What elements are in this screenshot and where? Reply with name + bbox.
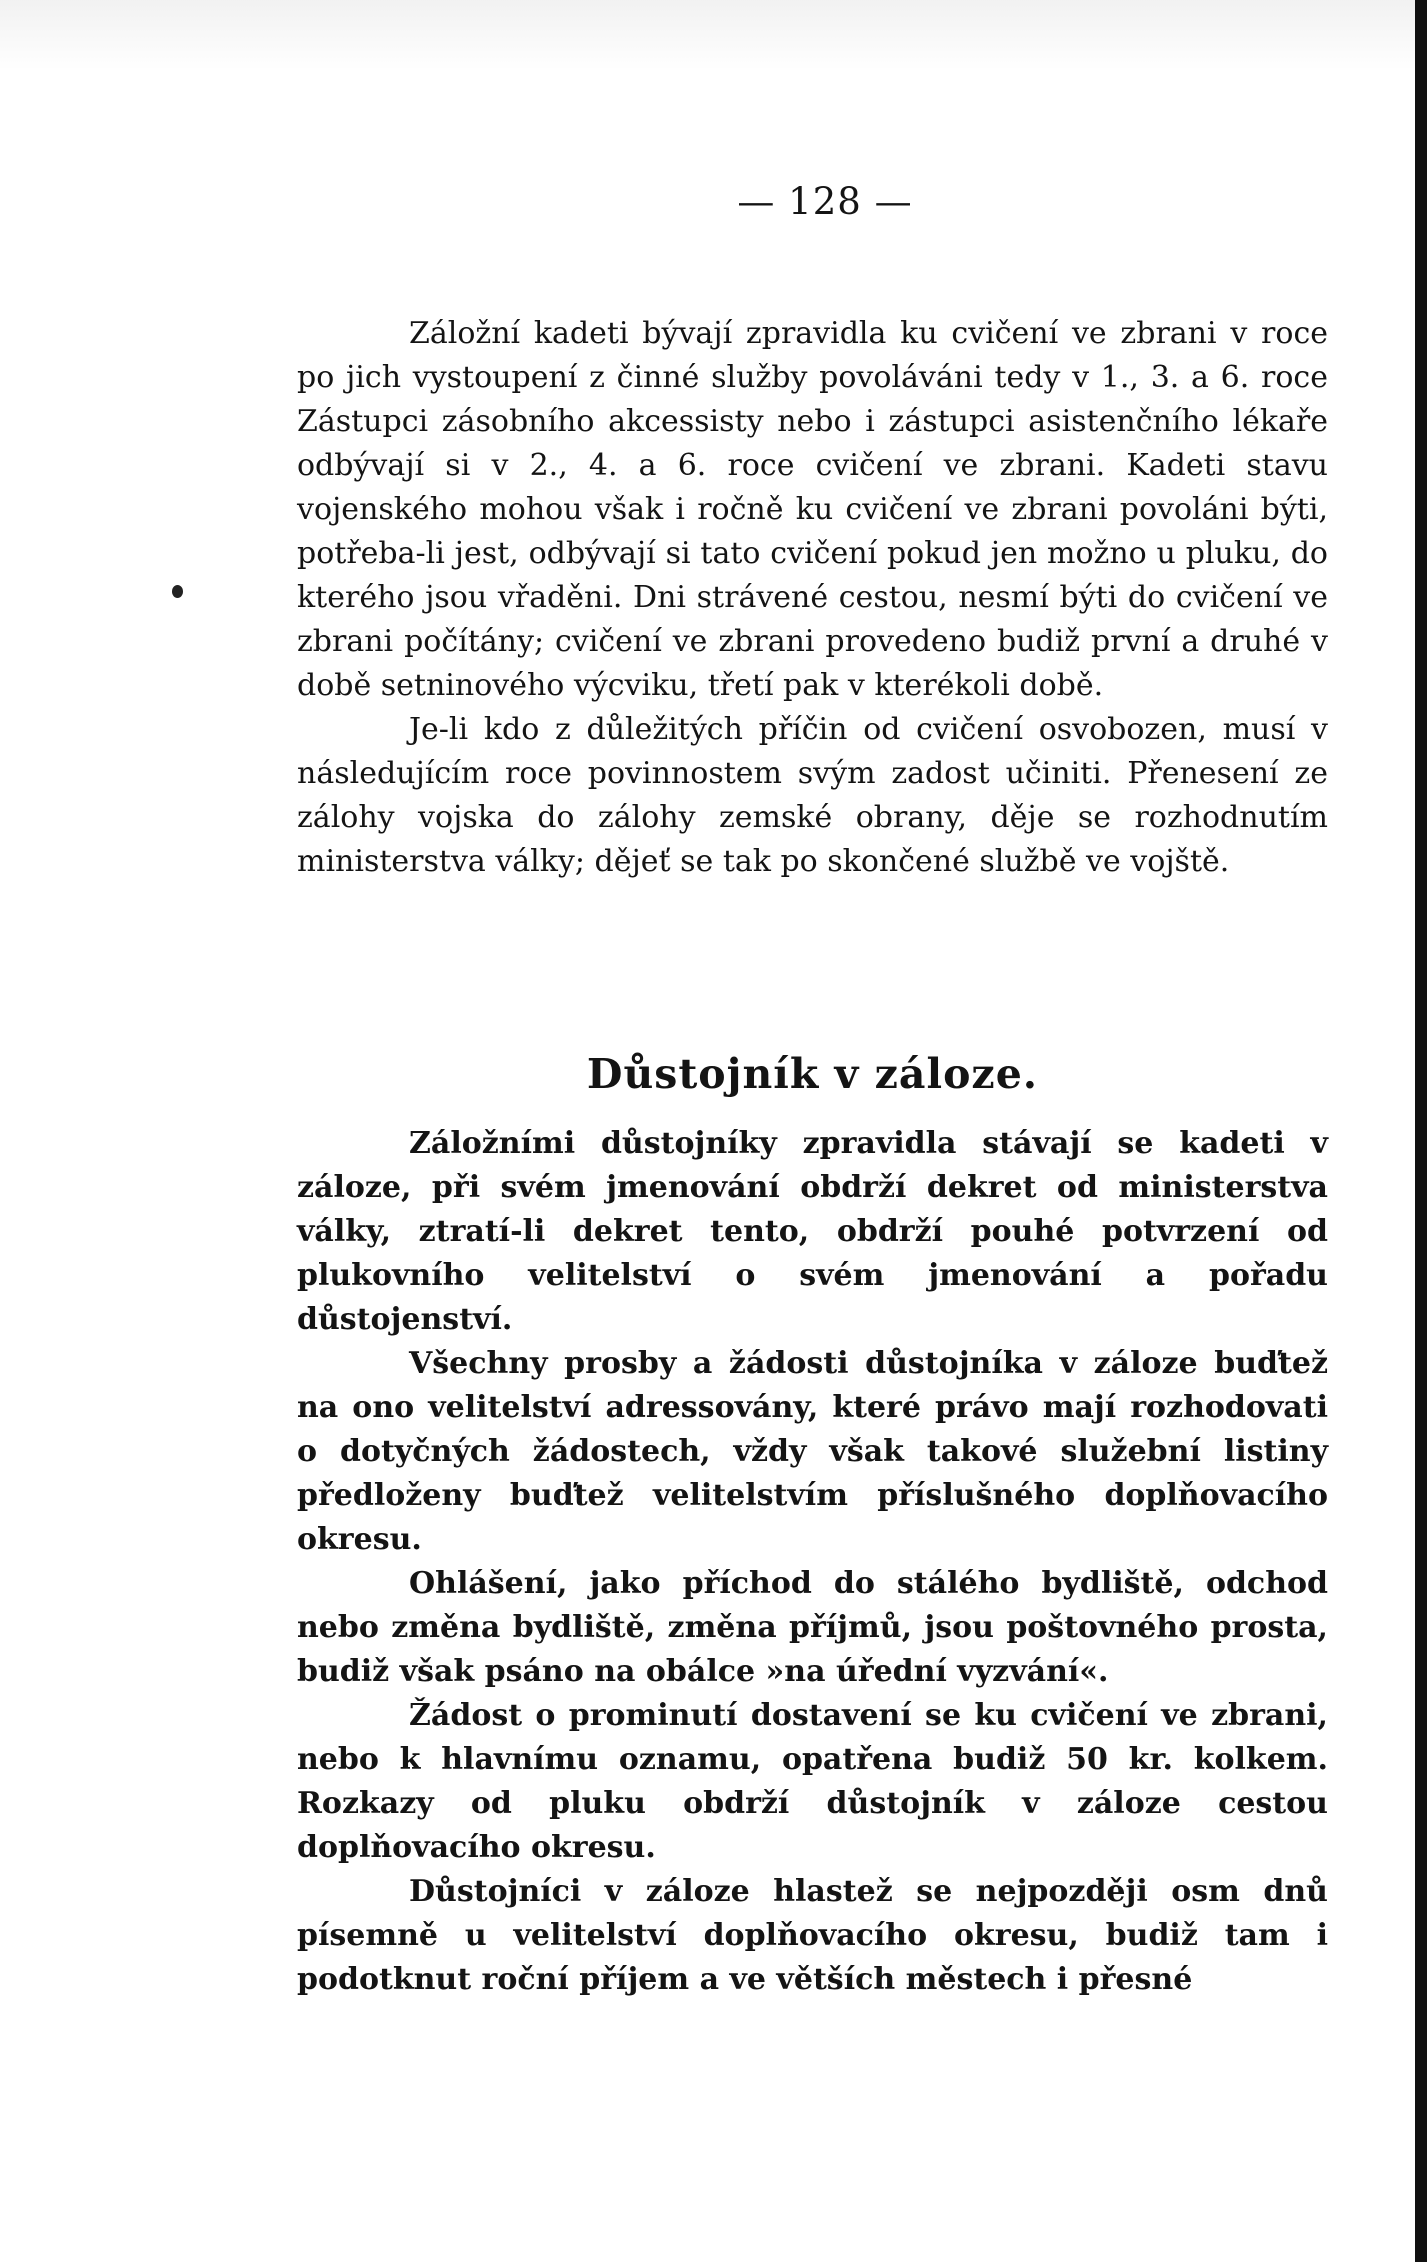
scan-border [1415,0,1427,2262]
scan-edge-shading [0,0,1415,70]
page-number: — 128 — [737,180,913,223]
margin-mark [172,585,183,598]
paragraph: Ohlášení, jako příchod do stálého bydliště, odchod nebo změna bydliště, změna příjmů, jsou poštovného prosta, budiž však psáno na obálce »na úřední vyzvání«. [297,1566,1328,1689]
section-1-body [297,312,1328,884]
paragraph: Záložními důstojníky zpravidla stávají se kadeti v záloze, při svém jmenování obdrží dekret od ministerstva války, ztratí-li dekret tento, obdrží pouhé potvrzení od plukovního velitelství o svém jmenování a pořadu důstojenství. [297,1126,1328,1337]
paragraph: Je-li kdo z důležitých příčin od cvičení osvobozen, musí v následujícím roce povinnostem svým zadost učiniti. Přenesení ze zálohy vojska do zálohy zemské obrany, děje se rozhodnutím ministerstva války; dějeť se tak po skončené službě ve vojště. [297,712,1328,879]
section-2-body [297,1122,1328,2002]
paragraph: Důstojníci v záloze hlastež se nejpozději osm dnů písemně u velitelství doplňovacího okresu, budiž tam i podotknut roční příjem a ve větších městech i přesné [297,1874,1328,1997]
paragraph: Žádost o prominutí dostavení se ku cvičení ve zbrani, nebo k hlavnímu oznamu, opatřena budiž 50 kr. kolkem. Rozkazy od pluku obdrží důstojník v záloze cestou doplňovacího okresu. [297,1698,1328,1865]
paragraph: Všechny prosby a žádosti důstojníka v záloze buďtež na ono velitelství adressovány, které právo mají rozhodovati o dotyčných žádostech, vždy však takové služební listiny předloženy buďtež velitelstvím příslušného doplňovacího okresu. [297,1346,1328,1557]
paragraph: Záložní kadeti bývají zpravidla ku cvičení ve zbrani v roce po jich vystoupení z činné služby povoláváni tedy v 1., 3. a 6. roce Zástupci zásobního akcessisty nebo i zástupci asistenčního lékaře odbývají si v 2., 4. a 6. roce cvičení ve zbrani. Kadeti stavu vojenského mohou však i ročně ku cvičení ve zbrani povoláni býti, potřeba-li jest, odbývají si tato cvičení pokud jen možno u pluku, do kterého jsou vřaděni. Dni strávené cestou, nesmí býti do cvičení ve zbrani počítány; cvičení ve zbrani provedeno budiž první a druhé v době setninového výcviku, třetí pak v kterékoli době. [297,316,1328,703]
section-heading: Důstojník v záloze. [586,1050,1039,1098]
